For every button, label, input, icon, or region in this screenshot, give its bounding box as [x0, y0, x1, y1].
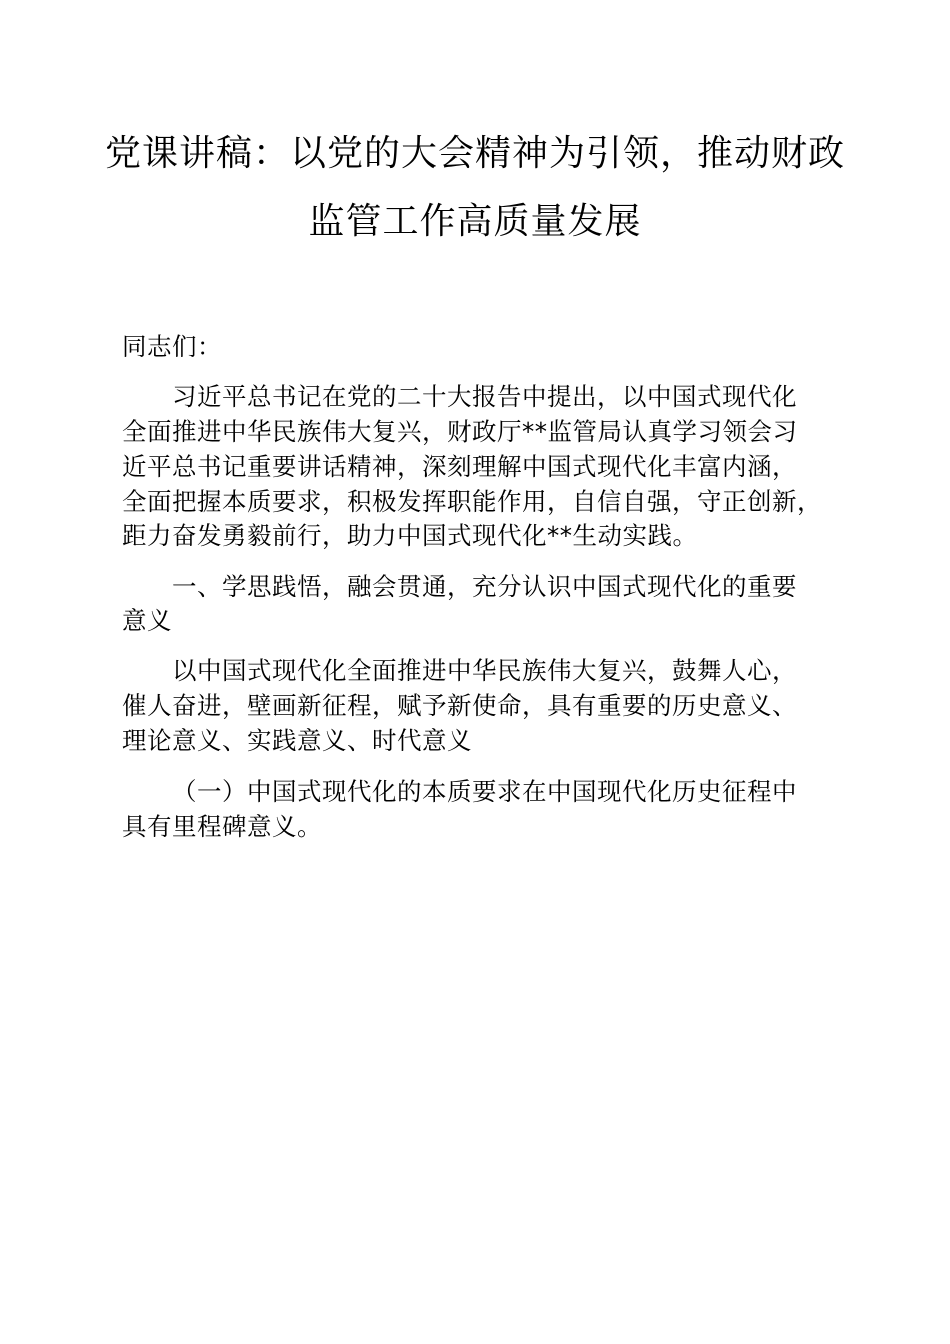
section-heading-1-line-2: 意义	[122, 606, 172, 635]
subheading-1-line-2: 具有里程碑意义。	[122, 812, 322, 841]
paragraph-1-line-1: 习近平总书记在党的二十大报告中提出，以中国式现代化	[172, 382, 797, 411]
document-title-line-2: 监管工作高质量发展	[308, 201, 642, 242]
paragraph-2-line-3: 理论意义、实践意义、时代意义	[122, 726, 472, 755]
paragraph-1-line-5: 距力奋发勇毅前行，助力中国式现代化**生动实践。	[122, 521, 698, 550]
document-title-line-1: 党课讲稿：以党的大会精神为引领，推动财政	[104, 133, 845, 174]
subheading-1-line-1: （一）中国式现代化的本质要求在中国现代化历史征程中	[172, 777, 797, 806]
paragraph-1-line-3: 近平总书记重要讲话精神，深刻理解中国式现代化丰富内涵，	[122, 452, 797, 481]
section-heading-1-line-1: 一、学思践悟，融会贯通，充分认识中国式现代化的重要	[172, 572, 797, 601]
paragraph-1-line-2: 全面推进中华民族伟大复兴，财政厅**监管局认真学习领会习	[122, 417, 798, 446]
paragraph-1-line-4: 全面把握本质要求，积极发挥职能作用，自信自强，守正创新，	[122, 487, 822, 516]
paragraph-2-line-1: 以中国式现代化全面推进中华民族伟大复兴，鼓舞人心，	[172, 656, 797, 685]
paragraph-2-line-2: 催人奋进，壁画新征程，赋予新使命，具有重要的历史意义、	[122, 691, 797, 720]
salutation: 同志们：	[122, 332, 222, 361]
